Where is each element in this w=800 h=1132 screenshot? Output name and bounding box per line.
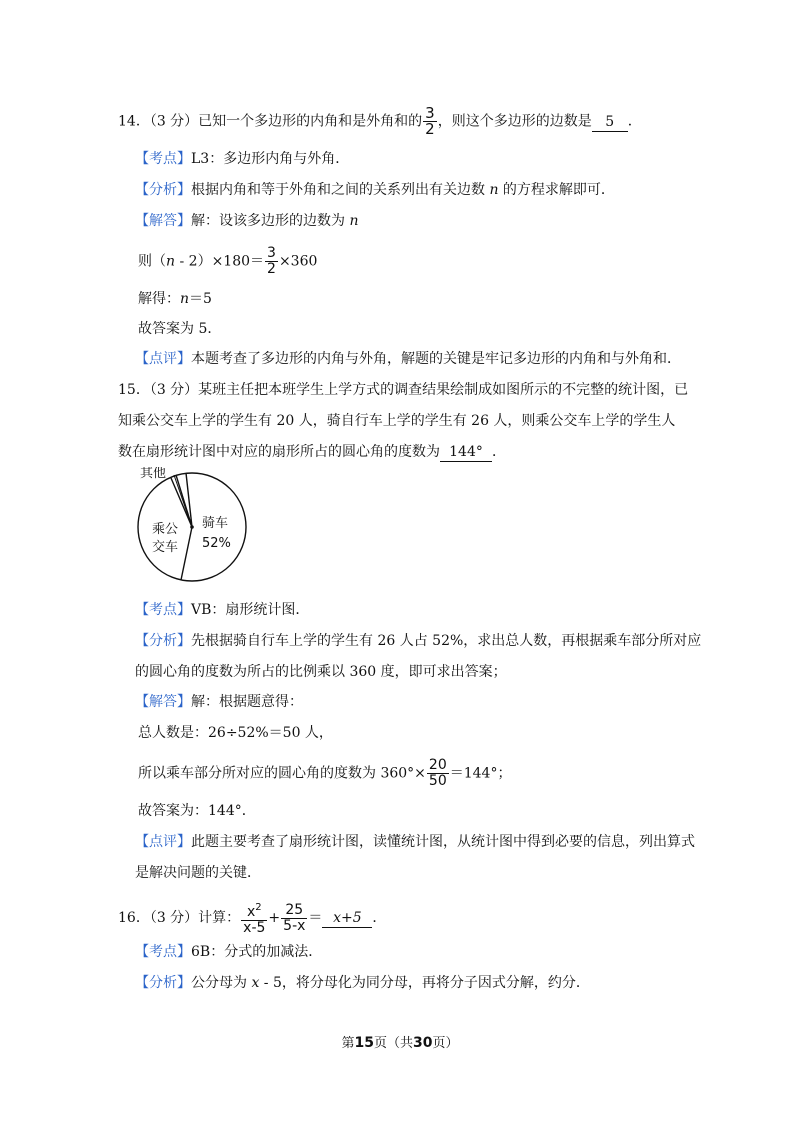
pie-divider-bus-bike (181, 527, 192, 580)
q16-fenxi-var: x (251, 975, 260, 991)
q14-eq-den: 2 (267, 261, 276, 277)
q16-f2-num: 25 (281, 903, 307, 919)
q14-fenxi (135, 180, 615, 200)
q15-dianping-tag: 【点评】 (135, 834, 191, 850)
q14-dianping (135, 349, 681, 369)
q15-dianping-line1 (135, 832, 695, 852)
pie-label-other: 其他 (140, 467, 167, 481)
footer-page-number: 15 (354, 1035, 374, 1051)
q14-fraction (423, 106, 437, 137)
q14-answer: 5 (592, 113, 628, 132)
q14-solve-b: ＝5 (189, 291, 212, 307)
q16-plus: + (268, 910, 281, 926)
q15-answer: 144° (440, 443, 492, 462)
q14-eq-c: ×360 (278, 253, 318, 270)
q15-fenxi-line2: 的圆心角的度数为所占的比例乘以 360 度，即可求出答案； (135, 664, 507, 680)
q14-eq-b: ‑ 2）×180＝ (175, 253, 265, 270)
q14-equation (138, 246, 317, 277)
q14-conclusion: 故答案为 5． (138, 321, 222, 337)
q16-end: ． (372, 910, 387, 926)
q14-suffix: ，则这个多边形的边数是 (437, 113, 592, 130)
q14-frac-num: 3 (425, 104, 435, 122)
q14-dianping-text: 本题考查了多边形的内角与外角，解题的关键是牢记多边形的内角和与外角和． (191, 351, 681, 367)
q15-angle-den: 50 (428, 773, 447, 789)
q16-f1-num (241, 900, 267, 921)
q15-angle-num: 20 (428, 757, 447, 773)
q14-end: ． (627, 113, 642, 130)
q16-f1-exponent: 2 (255, 902, 262, 913)
q16-fenxi-text-a: 公分母为 (191, 975, 252, 991)
q14-fenxi-var: n (489, 182, 499, 198)
q14-kaodian-text: L3：多边形内角与外角． (191, 151, 350, 167)
q15-end: ． (492, 444, 506, 460)
q15-fenxi-text1: 先根据骑自行车上学的学生有 26 人占 52%，求出总人数，再根据乘车部分所对应 (191, 633, 702, 649)
q14-prefix: 14．（3 分）已知一个多边形的内角和是外角和的 (118, 113, 423, 130)
q15-kaodian (135, 600, 309, 620)
q14-eq-var: n (166, 253, 176, 270)
q14-fenxi-text-a: 根据内角和等于外角和之间的关系列出有关边数 (191, 182, 490, 198)
q16-fenxi (135, 973, 590, 993)
q14-eq-num: 3 (267, 245, 276, 261)
q16-fraction-2 (281, 903, 307, 934)
q14-jieda-tag: 【解答】 (135, 213, 191, 229)
q16-fraction-1 (241, 900, 267, 936)
q16-f1-den: x‑5 (243, 920, 266, 936)
pie-center-dot (190, 525, 194, 529)
q14-jieda (135, 211, 358, 231)
q15-stem-line3-text: 数在扇形统计图中对应的扇形所占的圆心角的度数为 (118, 444, 440, 460)
q15-jieda (135, 692, 303, 712)
footer-total-pages: 30 (413, 1035, 433, 1051)
q15-dianping-text1: 此题主要考查了扇形统计图，读懂统计图，从统计图中得到必要的信息，列出算式 (191, 834, 695, 850)
footer-suffix: 页） (432, 1036, 459, 1051)
q16-kaodian-tag: 【考点】 (135, 944, 191, 960)
q15-stem-line3 (118, 442, 506, 462)
page-footer (0, 1032, 800, 1051)
pie-label-bike: 骑车 (202, 516, 229, 531)
q16-f1-base: x (246, 904, 256, 920)
q15-kaodian-tag: 【考点】 (135, 602, 191, 618)
q14-fenxi-tag: 【分析】 (135, 182, 191, 198)
q14-jieda-text: 解：设该多边形的边数为 (191, 213, 350, 229)
q15-total-line: 总人数是：26÷52%＝50 人， (138, 725, 333, 741)
q15-jieda-tag: 【解答】 (135, 694, 191, 710)
q14-kaodian-tag: 【考点】 (135, 151, 191, 167)
q15-dianping-line2: 是解决问题的关键． (135, 865, 261, 881)
q15-angle-line (138, 758, 511, 789)
q14-dianping-tag: 【点评】 (135, 351, 191, 367)
q16-stem (118, 900, 386, 936)
q14-frac-den: 2 (425, 120, 435, 138)
q14-eq-a: 则（ (138, 253, 166, 270)
q14-solve (138, 289, 212, 309)
q16-kaodian-text: 6B：分式的加减法． (191, 944, 323, 960)
q14-fenxi-text-b: 的方程求解即可． (498, 182, 615, 198)
q15-angle-b: ＝144°； (449, 765, 512, 782)
q14-jieda-var: n (349, 213, 359, 229)
footer-middle: 页（共 (373, 1036, 413, 1051)
pie-label-bus-1: 乘公 (152, 522, 179, 537)
q16-fenxi-text-b: ‑ 5，将分母化为同分母，再将分子因式分解，约分． (259, 975, 590, 991)
q14-stem (118, 106, 642, 137)
q16-kaodian (135, 942, 322, 962)
q14-solve-var: n (180, 291, 190, 307)
q15-angle-a: 所以乘车部分所对应的圆心角的度数为 360°× (138, 765, 426, 782)
q16-answer: x+5 (322, 909, 372, 928)
pie-label-bike-pct: 52% (202, 536, 231, 551)
q15-jieda-text: 解：根据题意得： (191, 694, 303, 710)
q14-eq-fraction (265, 246, 278, 277)
q16-eq: ＝ (308, 910, 323, 926)
q15-angle-fraction (427, 758, 449, 789)
footer-prefix: 第 (341, 1036, 355, 1051)
pie-label-bus-2: 交车 (152, 540, 179, 555)
q16-fenxi-tag: 【分析】 (135, 975, 191, 991)
pie-chart-figure (132, 467, 262, 583)
q16-f2-den: 5‑x (283, 917, 306, 934)
q16-prefix: 16．（3 分）计算： (118, 910, 241, 926)
q14-solve-a: 解得： (138, 291, 180, 307)
q15-stem-line1: 15．（3 分）某班主任把本班学生上学方式的调查结果绘制成如图所示的不完整的统计图，已 (118, 382, 689, 398)
q14-kaodian (135, 149, 349, 169)
q15-conclusion: 故答案为：144°． (138, 803, 256, 819)
q15-stem-line2: 知乘公交车上学的学生有 20 人，骑自行车上学的学生有 26 人，则乘公交车上学的学生人 (118, 413, 676, 429)
q15-fenxi-tag: 【分析】 (135, 633, 191, 649)
q15-kaodian-text: VB：扇形统计图． (191, 602, 310, 618)
q15-fenxi-line1 (135, 631, 701, 651)
